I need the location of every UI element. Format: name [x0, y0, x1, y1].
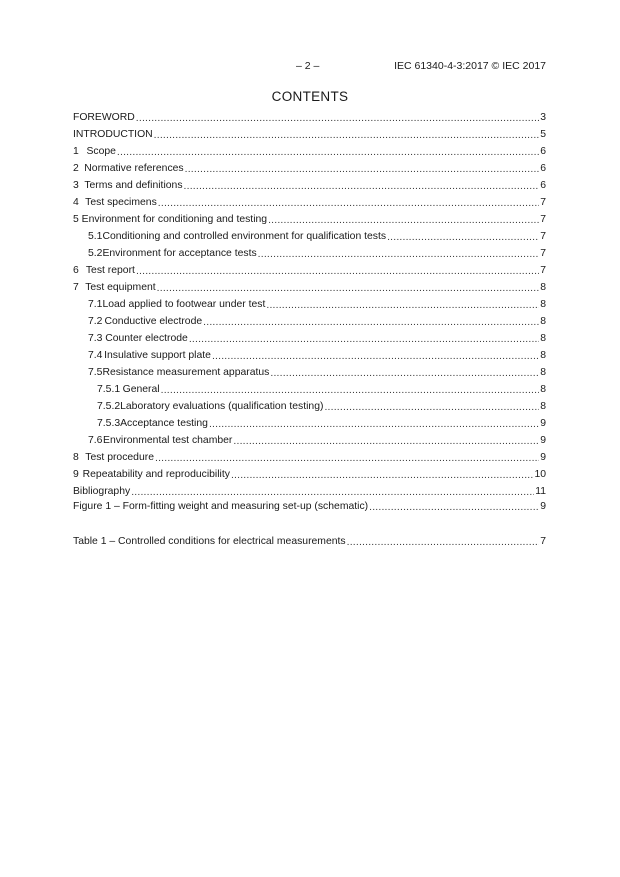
toc-entry-title: Environment for acceptance tests	[102, 248, 257, 259]
toc-entry[interactable]	[73, 418, 546, 435]
toc-entry-title: Test procedure	[85, 452, 154, 463]
toc-entry-number: 6	[73, 265, 79, 276]
toc-entry[interactable]	[73, 163, 546, 180]
toc-entry-number: 8	[73, 452, 79, 463]
toc-entry-title: Insulative support plate	[104, 350, 211, 361]
dot-leader	[155, 453, 539, 465]
toc-entry-number: 7.5.1	[97, 384, 121, 395]
toc-entry-title: Load applied to footwear under test	[102, 299, 266, 310]
toc-entry-number: 7.5.2	[97, 401, 121, 412]
dot-leader	[136, 266, 539, 278]
toc-entry-page: 7	[540, 248, 546, 259]
toc-entry-page: 9	[540, 418, 546, 429]
toc-entry[interactable]	[73, 214, 546, 231]
toc-entry[interactable]	[73, 129, 546, 146]
toc-entry-page: 8	[540, 367, 546, 378]
toc-entry-page: 7	[540, 231, 546, 242]
toc-entry[interactable]	[73, 146, 546, 163]
toc-entry-title: Normative references	[84, 163, 184, 174]
toc-entry-page: 5	[540, 129, 546, 140]
dot-leader	[185, 164, 540, 176]
list-of-tables	[73, 536, 546, 553]
dot-leader	[158, 198, 539, 210]
toc-entry-page: 8	[540, 316, 546, 327]
toc-entry-number: 7.3	[88, 333, 103, 344]
toc-entry[interactable]	[73, 452, 546, 469]
toc-entry-title: Environmental test chamber	[103, 435, 233, 446]
toc-entry-page: 7	[540, 197, 546, 208]
toc-entry-title: Environment for conditioning and testing	[81, 214, 268, 225]
toc-entry[interactable]	[73, 248, 546, 265]
toc-entry[interactable]	[73, 197, 546, 214]
dot-leader	[233, 436, 539, 448]
toc-entry-page: 7	[540, 214, 546, 225]
dot-leader	[387, 232, 539, 244]
toc-entry-page: 8	[540, 384, 546, 395]
toc-entry-title: Test equipment	[85, 282, 156, 293]
toc-entry-title: Counter electrode	[105, 333, 188, 344]
document-id: IEC 61340-4-3:2017 © IEC 2017	[394, 60, 546, 72]
dot-leader	[136, 113, 539, 125]
toc-entry[interactable]	[73, 435, 546, 452]
dot-leader	[154, 130, 540, 142]
toc-entry-number: 5.1	[88, 231, 103, 242]
toc-entry-page: 9	[540, 452, 546, 463]
dot-leader	[369, 502, 539, 514]
dot-leader	[266, 300, 539, 312]
toc-entry-number: 2	[73, 163, 79, 174]
toc-entry-page: 8	[540, 333, 546, 344]
toc-entry-title: FOREWORD	[73, 112, 135, 123]
toc-entry[interactable]	[73, 299, 546, 316]
toc-entry-page: 7	[540, 265, 546, 276]
toc-entry[interactable]	[73, 112, 546, 129]
toc-entry-page: 7	[540, 536, 546, 547]
table-of-contents	[73, 112, 546, 503]
dot-leader	[161, 385, 540, 397]
dot-leader	[231, 470, 534, 482]
dot-leader	[157, 283, 540, 295]
toc-entry-title: Conditioning and controlled environment for qualification tests	[102, 231, 387, 242]
toc-entry[interactable]	[73, 282, 546, 299]
dot-leader	[212, 351, 539, 363]
toc-entry-title: INTRODUCTION	[73, 129, 153, 140]
toc-entry-page: 6	[540, 163, 546, 174]
toc-entry[interactable]	[73, 350, 546, 367]
dot-leader	[268, 215, 539, 227]
toc-entry-title: Terms and definitions	[84, 180, 183, 191]
dot-leader	[117, 147, 539, 159]
dot-leader	[189, 334, 539, 346]
contents-title: CONTENTS	[271, 89, 349, 104]
toc-entry[interactable]	[73, 316, 546, 333]
toc-entry-number: 5	[73, 214, 79, 225]
toc-entry-title: Acceptance testing	[120, 418, 208, 429]
toc-entry-page: 6	[540, 180, 546, 191]
toc-entry[interactable]	[73, 536, 546, 553]
toc-entry[interactable]	[73, 501, 546, 518]
toc-entry-title: Resistance measurement apparatus	[102, 367, 270, 378]
toc-entry-page: 8	[540, 350, 546, 361]
toc-entry-title: Figure 1 – Form-fitting weight and measuring set-up (schematic)	[73, 501, 369, 512]
toc-entry-page: 10	[534, 469, 546, 480]
dot-leader	[184, 181, 540, 193]
dot-leader	[131, 487, 534, 499]
toc-entry-page: 6	[540, 146, 546, 157]
toc-entry-title: Scope	[86, 146, 116, 157]
toc-entry-page: 11	[535, 486, 546, 497]
toc-entry-page: 8	[540, 401, 546, 412]
toc-entry-title: Bibliography	[73, 486, 131, 497]
toc-entry-number: 5.2	[88, 248, 103, 259]
toc-entry-number: 9	[73, 469, 79, 480]
toc-entry-number: 7.4	[88, 350, 103, 361]
toc-entry-page: 3	[540, 112, 546, 123]
toc-entry[interactable]	[73, 401, 546, 418]
toc-entry[interactable]	[73, 180, 546, 197]
dot-leader	[258, 249, 540, 261]
toc-entry-title: Test report	[85, 265, 135, 276]
toc-entry-number: 7.2	[88, 316, 103, 327]
toc-entry-number: 4	[73, 197, 79, 208]
toc-entry-title: Table 1 – Controlled conditions for electrical measurements	[73, 536, 346, 547]
toc-entry-number: 7.1	[88, 299, 103, 310]
toc-entry-title: Test specimens	[85, 197, 157, 208]
dot-leader	[270, 368, 539, 380]
toc-entry[interactable]	[73, 367, 546, 384]
dot-leader	[324, 402, 539, 414]
toc-entry[interactable]	[73, 231, 546, 248]
toc-entry[interactable]	[73, 333, 546, 350]
toc-entry-number: 7.5.3	[97, 418, 121, 429]
list-of-figures	[73, 501, 546, 518]
page-number: – 2 –	[296, 60, 320, 72]
toc-entry-number: 1	[73, 146, 79, 157]
toc-entry-title: Repeatability and reproducibility	[82, 469, 230, 480]
toc-entry-title: Laboratory evaluations (qualification testing)	[120, 401, 324, 412]
toc-entry-page: 8	[540, 282, 546, 293]
dot-leader	[209, 419, 539, 431]
dot-leader	[203, 317, 539, 329]
toc-entry-number: 7.6	[88, 435, 103, 446]
toc-entry-number: 3	[73, 180, 79, 191]
toc-entry-title: Conductive electrode	[104, 316, 203, 327]
dot-leader	[347, 537, 540, 549]
toc-entry[interactable]	[73, 265, 546, 282]
toc-entry-number: 7	[73, 282, 79, 293]
toc-entry[interactable]	[73, 384, 546, 401]
toc-entry-title: General	[122, 384, 160, 395]
toc-entry[interactable]	[73, 469, 546, 486]
toc-entry-number: 7.5	[88, 367, 103, 378]
toc-entry-page: 9	[540, 435, 546, 446]
toc-entry-page: 9	[540, 501, 546, 512]
toc-entry-page: 8	[540, 299, 546, 310]
